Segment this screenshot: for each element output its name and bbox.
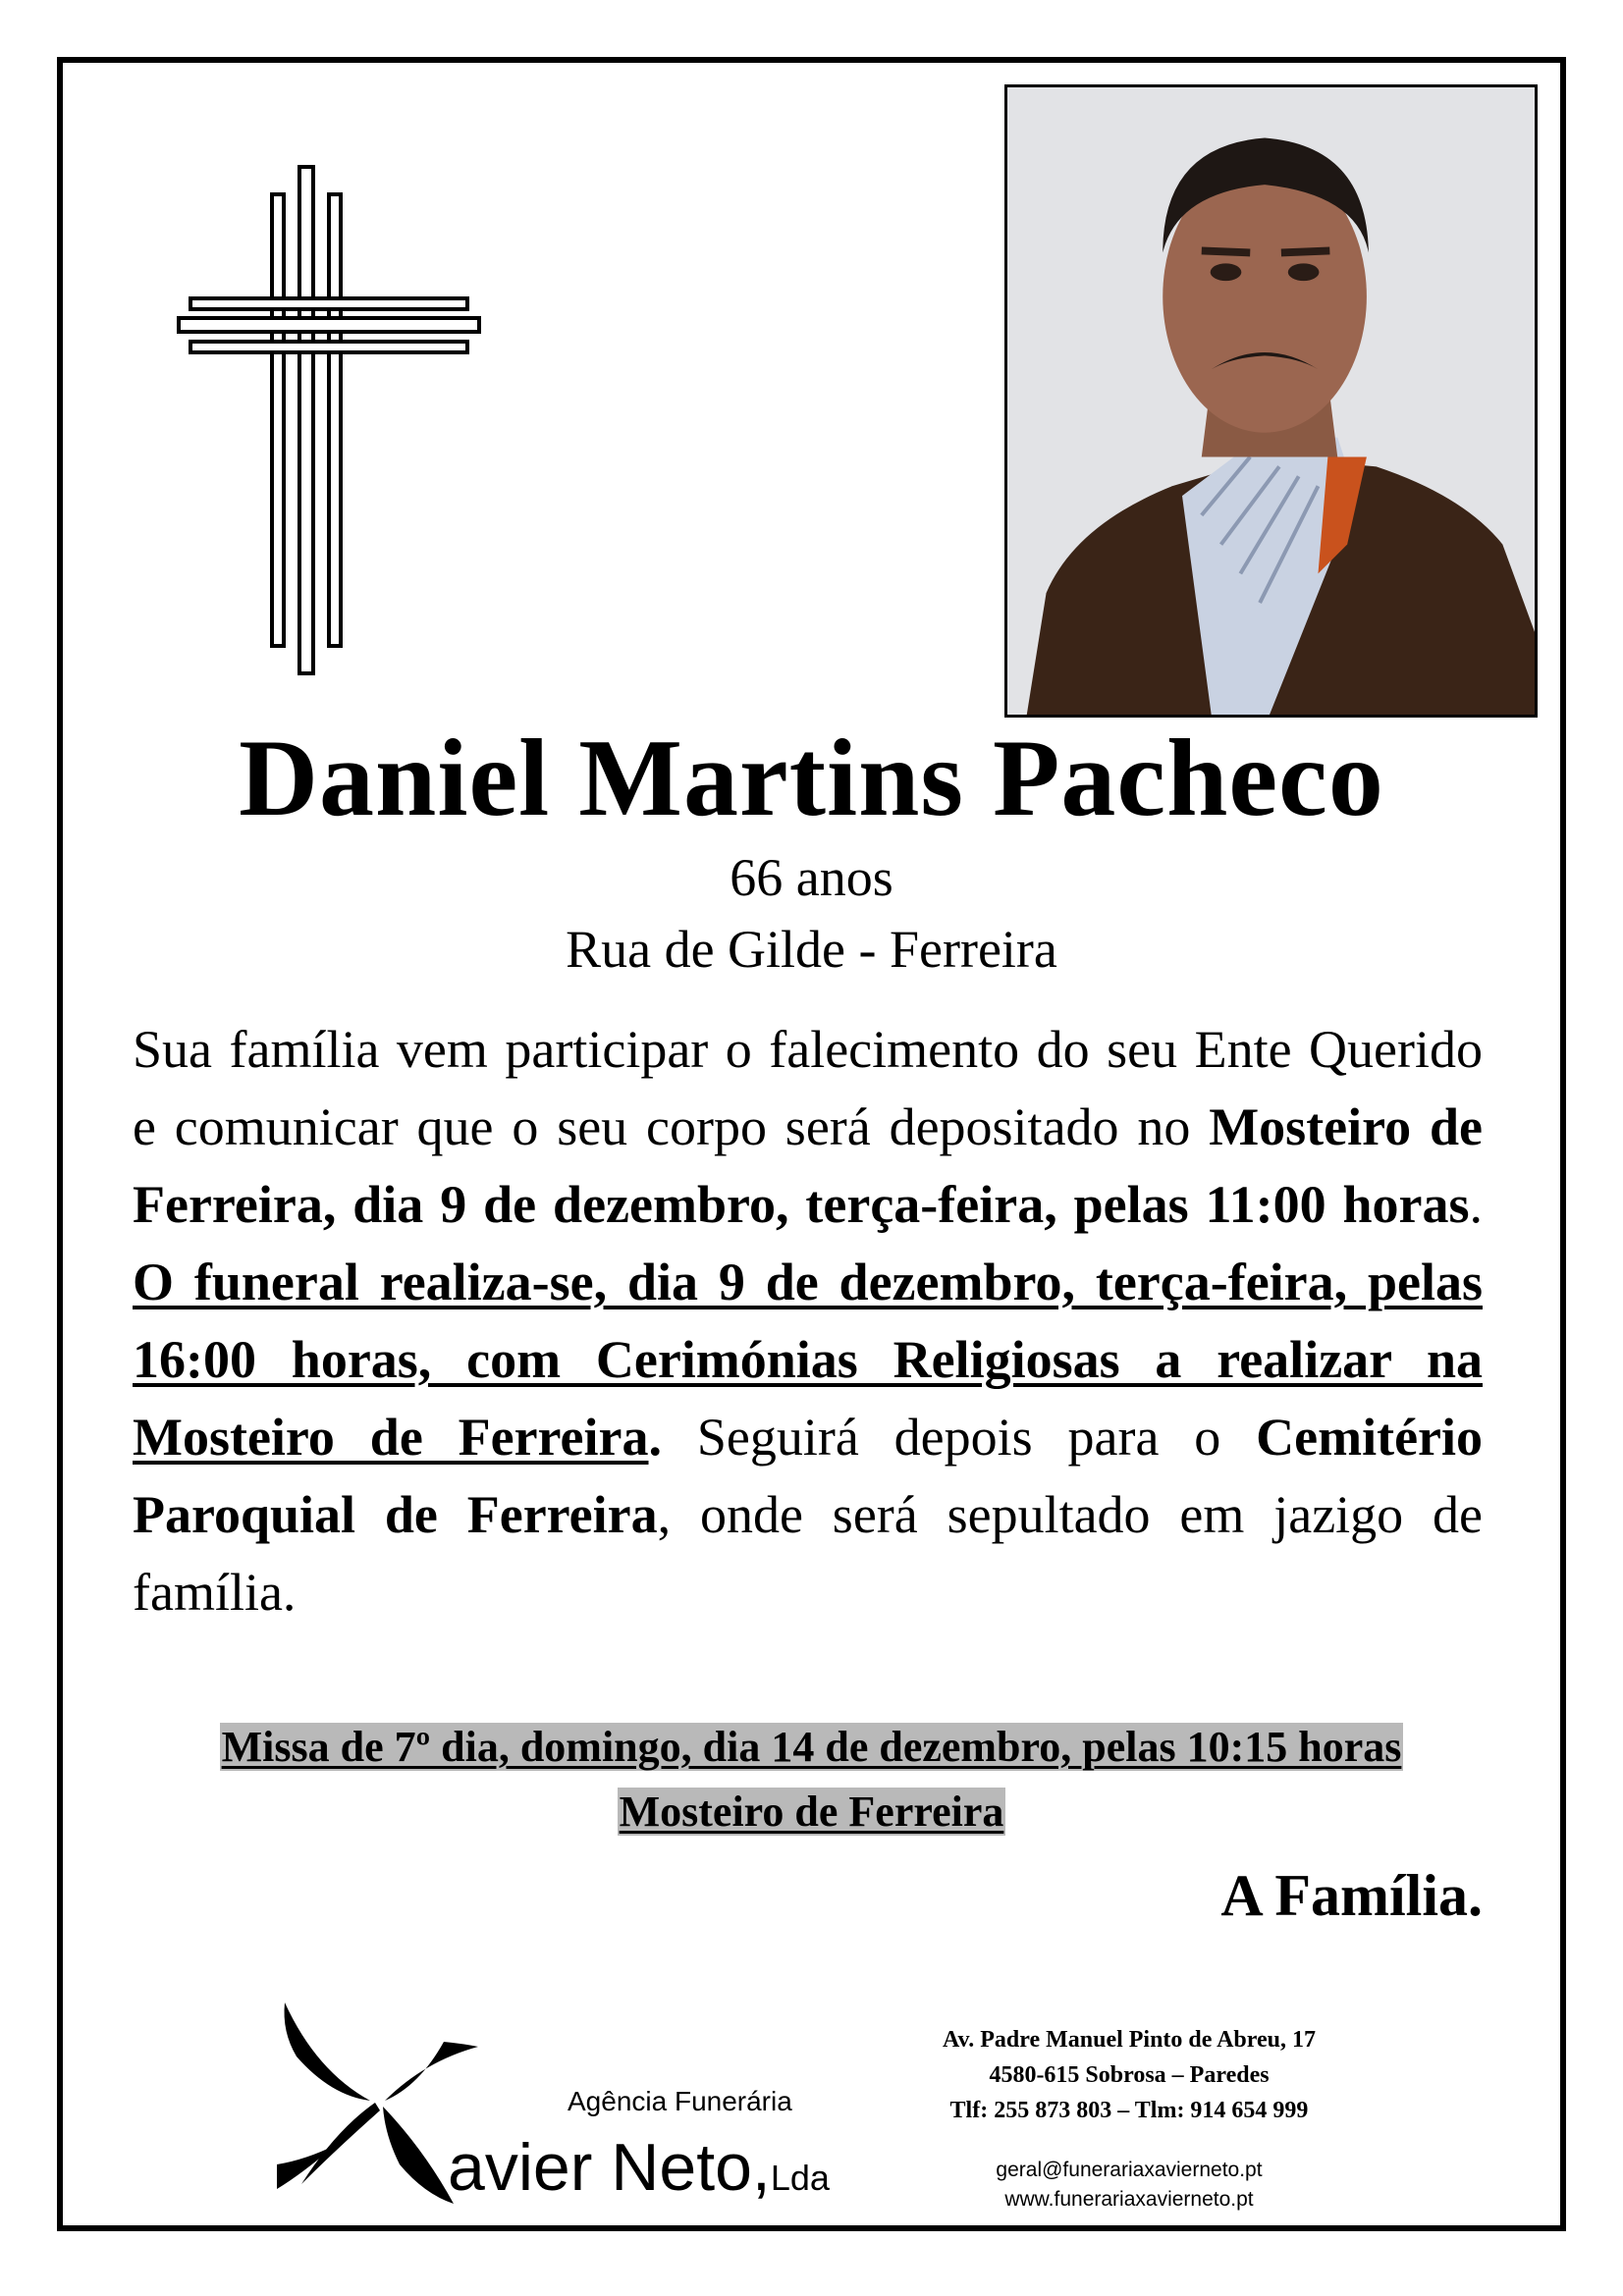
signature: A Família. <box>1220 1863 1483 1928</box>
deceased-age: 66 anos <box>730 848 893 907</box>
wake-details: Mosteiro de Ferreira, dia 9 de dezembro, terça-feira, pelas 11:00 horas <box>133 1097 1483 1234</box>
mass-date: Missa de 7º dia, domingo, dia 14 de dezembro, pelas 10:15 horas <box>221 1723 1402 1771</box>
contact-address-2: 4580-615 Sobrosa – Paredes <box>989 2062 1270 2088</box>
agency-web <box>903 2156 1355 2215</box>
agency-suffix: Lda <box>770 2158 830 2198</box>
mass-line-1 <box>0 1720 1623 1775</box>
text-part: , onde será sepultado em jazigo de família. <box>133 1485 1483 1622</box>
cemetery-name: Cemitério Paroquial de Ferreira <box>133 1408 1484 1544</box>
text-part: . <box>1469 1175 1483 1234</box>
text-part: Seguirá depois para o <box>662 1408 1257 1467</box>
deceased-name: Daniel Martins Pacheco <box>239 718 1384 839</box>
mass-line-2 <box>0 1785 1623 1840</box>
agency-name <box>448 2128 830 2217</box>
agency-contact <box>874 2022 1384 2128</box>
text-part: Sua família vem participar o falecimento do seu Ente Querido e comunicar que o seu corpo será depositado no <box>133 1020 1483 1156</box>
contact-phones: Tlf: 255 873 803 – Tlm: 914 654 999 <box>949 2098 1309 2123</box>
agency-tagline: Agência Funerária <box>568 2086 792 2116</box>
deceased-address: Rua de Gilde - Ferreira <box>566 920 1057 979</box>
portrait-photo <box>1004 84 1538 718</box>
text-part: . <box>648 1408 662 1467</box>
cross-icon <box>177 165 481 675</box>
contact-website: www.funerariaxavierneto.pt <box>1004 2188 1254 2211</box>
agency-name-text: avier Neto, <box>448 2130 771 2205</box>
announcement-text <box>133 1011 1483 1631</box>
funeral-details: O funeral realiza-se, dia 9 de dezembro, terça-feira, pelas 16:00 horas, com Cerimónias Religiosas a realizar na Mosteiro de Ferreira <box>133 1253 1483 1467</box>
contact-address-1: Av. Padre Manuel Pinto de Abreu, 17 <box>942 2027 1316 2053</box>
mass-location: Mosteiro de Ferreira <box>619 1788 1004 1836</box>
contact-email: geral@funerariaxavierneto.pt <box>996 2159 1263 2181</box>
